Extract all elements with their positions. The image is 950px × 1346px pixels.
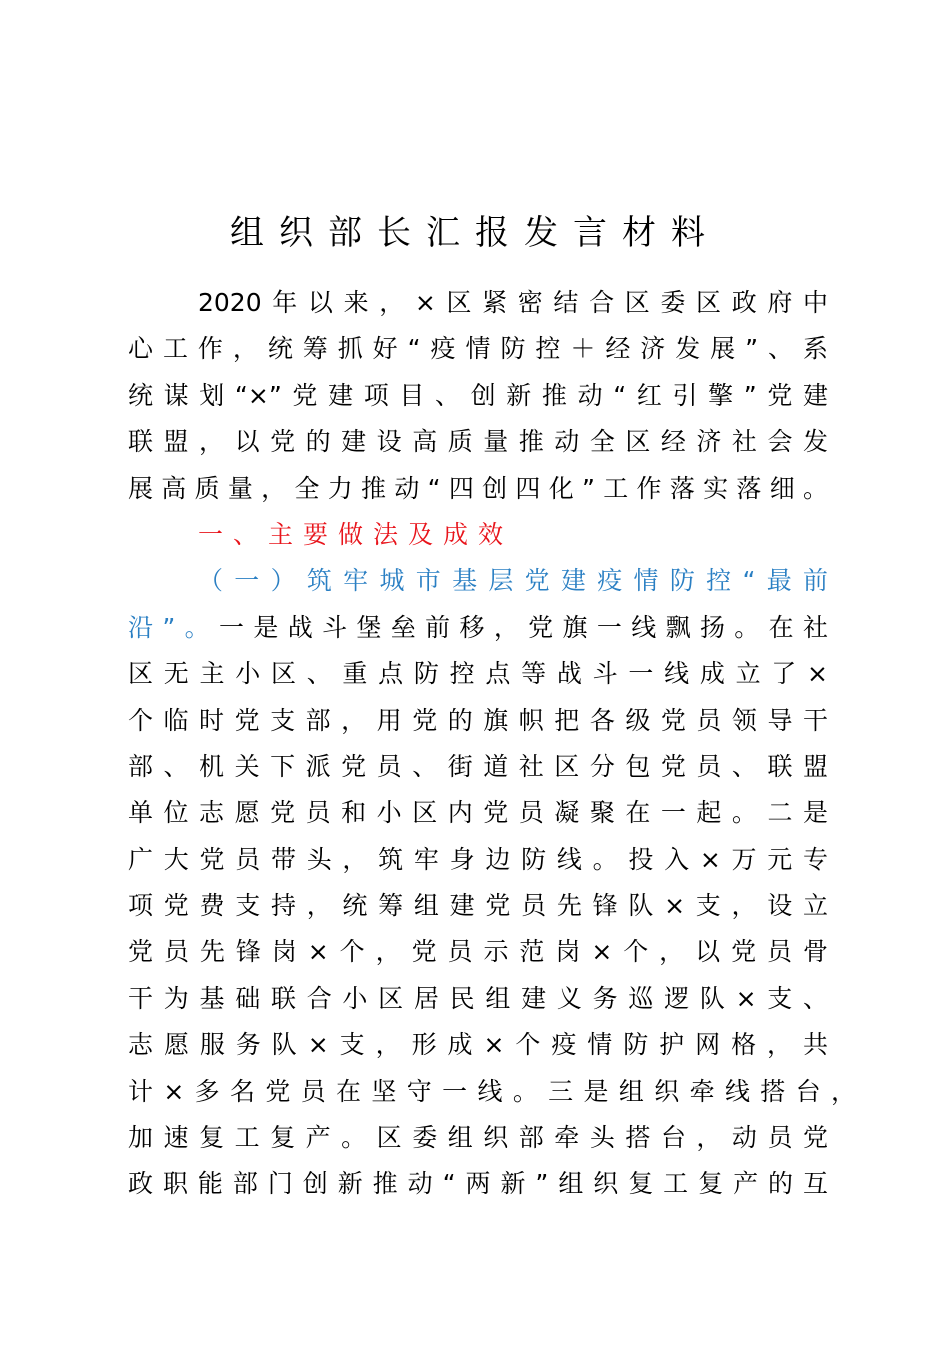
section-heading: 一、主要做法及成效 xyxy=(198,519,514,549)
intro-line: 统谋划“×”党建项目、创新推动“红引擎”党建 xyxy=(128,380,828,410)
subsection-heading: （一）筑牢城市基层党建疫情防控“最前 xyxy=(198,566,828,596)
document-body xyxy=(128,280,856,1208)
subsection-heading-end: 沿”。 xyxy=(128,612,220,642)
body-line: 计×多名党员在坚守一线。三是组织牵线搭台， xyxy=(128,1076,856,1106)
intro-line: 联盟，以党的建设高质量推动全区经济社会发 xyxy=(128,427,828,457)
body-line: 广大党员带头，筑牢身边防线。投入×万元专 xyxy=(128,844,828,874)
body-line: 加速复工复产。区委组织部牵头搭台，动员党 xyxy=(128,1123,828,1153)
body-line: 干为基础联合小区居民组建义务巡逻队×支、 xyxy=(128,983,828,1013)
intro-line: 2020年以来，×区紧密结合区委区政府中 xyxy=(198,288,828,317)
body-line: 单位志愿党员和小区内党员凝聚在一起。二是 xyxy=(128,798,828,828)
body-line: 个临时党支部，用党的旗帜把各级党员领导干 xyxy=(128,705,828,735)
body-line: 项党费支持，统筹组建党员先锋队×支，设立 xyxy=(128,891,828,921)
intro-line: 展高质量，全力推动“四创四化”工作落实落细。 xyxy=(128,473,828,503)
document-title: 组织部长汇报发言材料 xyxy=(230,213,720,253)
body-line: 部、机关下派党员、街道社区分包党员、联盟 xyxy=(128,751,828,781)
body-text-fragment: 一是战斗堡垒前移，党旗一线飘扬。在社 xyxy=(219,612,828,642)
mixed-line xyxy=(128,605,828,651)
body-line: 党员先锋岗×个，党员示范岗×个，以党员骨 xyxy=(128,937,828,967)
body-line: 志愿服务队×支，形成×个疫情防护网格，共 xyxy=(128,1030,828,1060)
intro-line: 心工作，统筹抓好“疫情防控＋经济发展”、系 xyxy=(128,334,828,364)
body-line: 区无主小区、重点防控点等战斗一线成立了× xyxy=(128,659,828,689)
body-line: 政职能部门创新推动“两新”组织复工复产的互 xyxy=(128,1169,828,1199)
